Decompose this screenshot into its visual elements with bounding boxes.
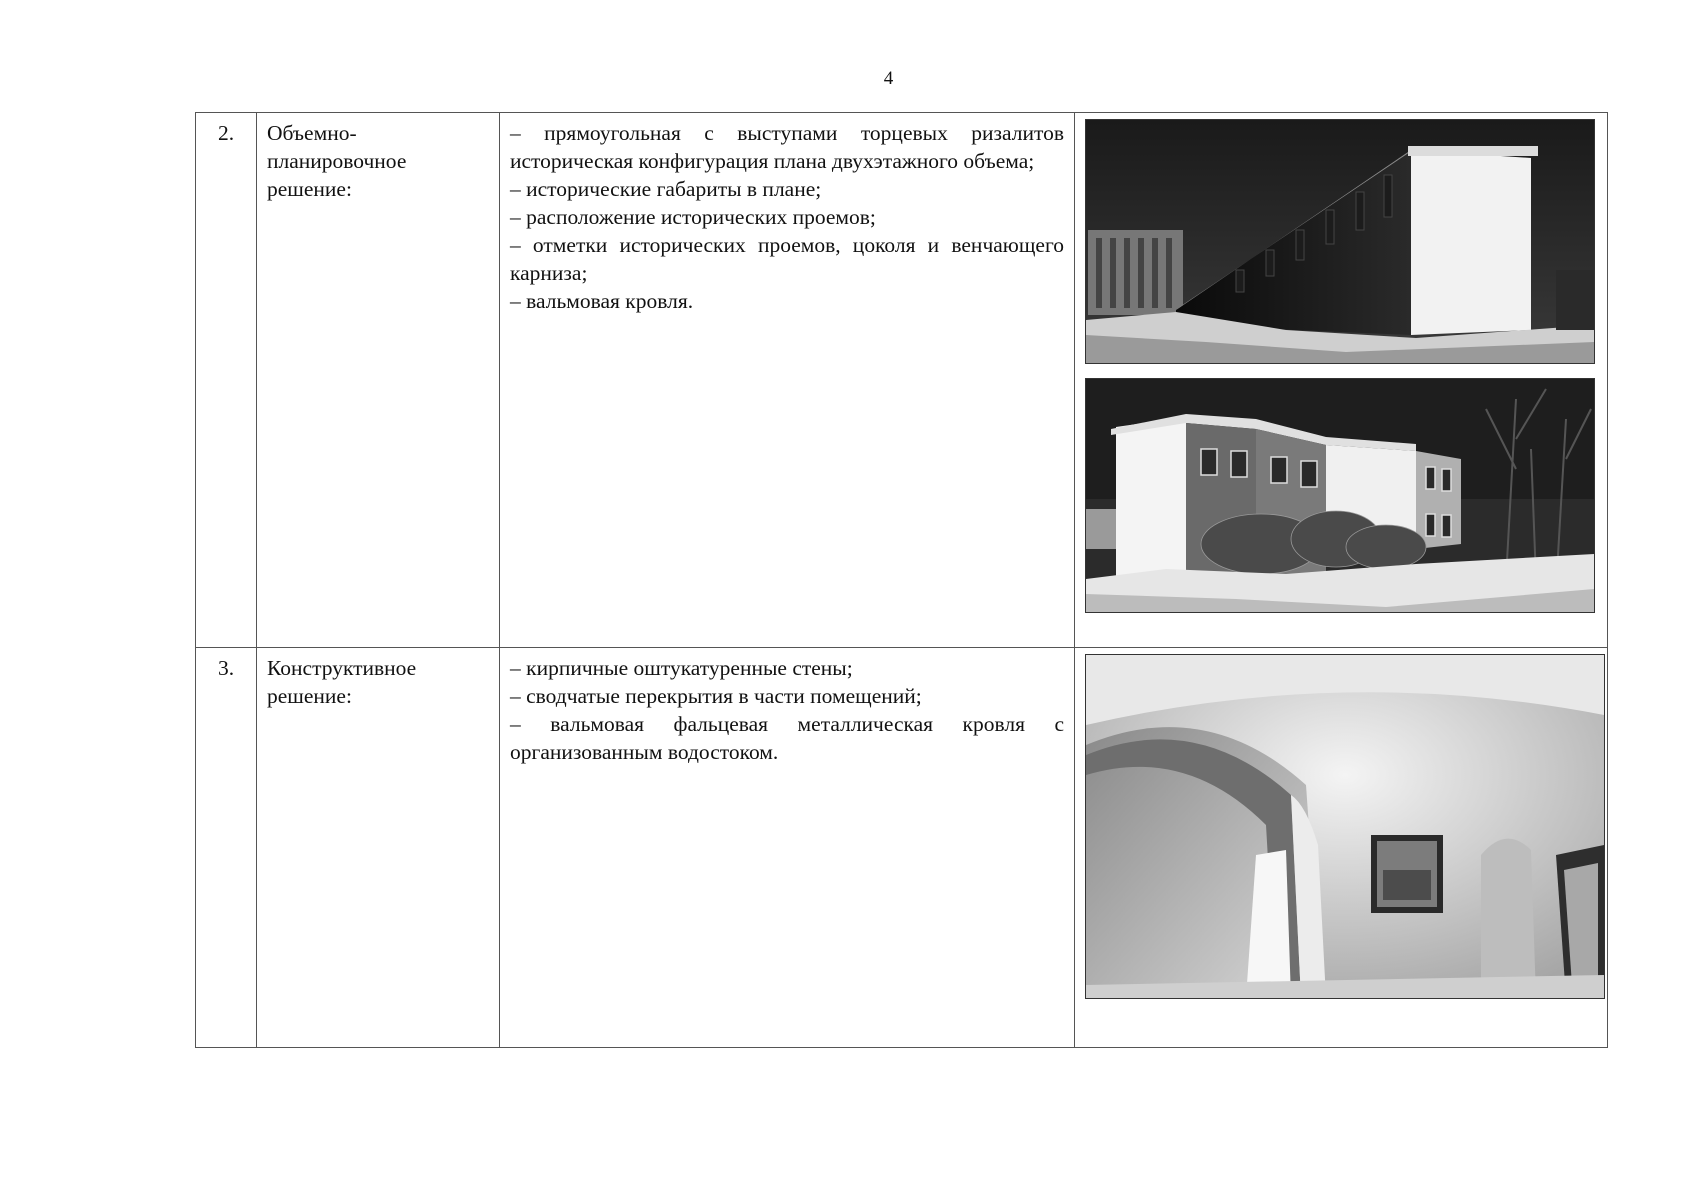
row-description [500,648,1075,1048]
list-item: – вальмовая кровля. [510,289,694,313]
row-description [500,113,1075,648]
list-item: – сводчатые перекрытия в части помещений; [510,684,922,708]
photo-building-end-facade [1085,119,1595,364]
page-number: 4 [883,68,894,89]
list-item: – вальмовая фальцевая металлическая кровля с организованным водостоком. [510,712,1064,764]
list-item: – прямоугольная с выступами торцевых ризалитов историческая конфигурация плана двухэтажного объема; [510,121,1064,173]
photo-building-corner-view [1085,378,1595,613]
list-item: – расположение исторических проемов; [510,205,876,229]
row-label: Конструктивное решение: [257,648,500,1048]
list-item: – кирпичные оштукатуренные стены; [510,656,853,680]
photo-interior-vaulted-arch [1085,654,1605,999]
table-row-volume-planning [196,113,1608,648]
row-photos [1075,113,1608,648]
table-row-structural [196,648,1608,1048]
row-number: 3. [196,648,257,1048]
heritage-subject-table [195,112,1608,1048]
list-item: – отметки исторических проемов, цоколя и венчающего карниза; [510,233,1064,285]
list-item: – исторические габариты в плане; [510,177,822,201]
row-photos [1075,648,1608,1048]
row-label: Объемно-планировочное решение: [257,113,500,648]
row-number: 2. [196,113,257,648]
